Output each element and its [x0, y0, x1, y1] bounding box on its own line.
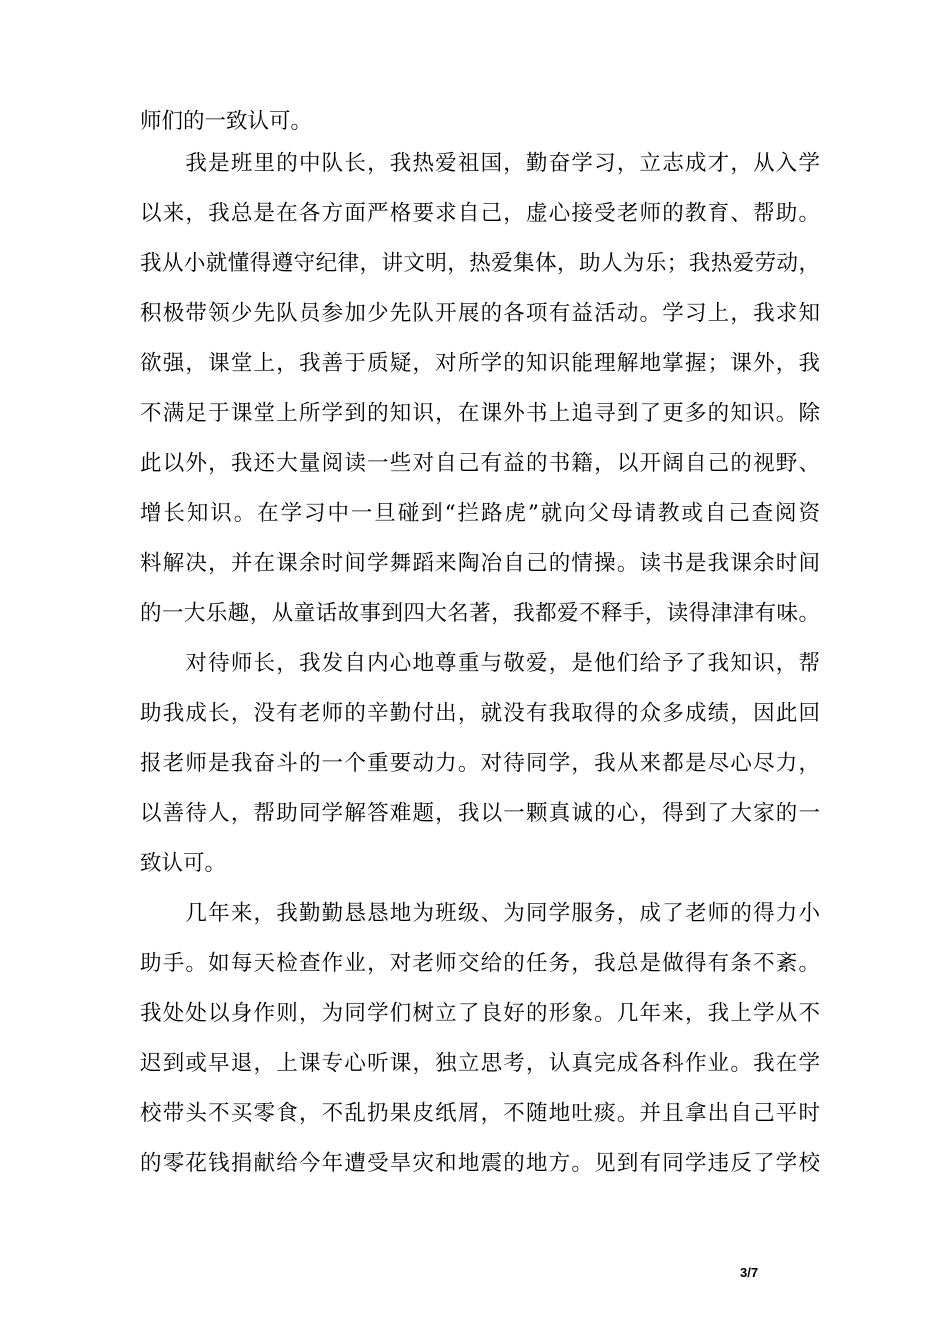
text-line: 师们的一致认可。: [140, 109, 313, 134]
text-line: 的零花钱捐献给今年遭受旱灾和地震的地方。见到有同学违反了学校: [140, 1151, 820, 1176]
text-line: 增长知识。在学习中一旦碰到“拦路虎”就向父母请教或自己查阅资: [140, 501, 820, 526]
text-line: 不满足于课堂上所学到的知识，在课外书上追寻到了更多的知识。除: [140, 401, 820, 426]
text-line: 我是班里的中队长，我热爱祖国，勤奋学习，立志成才，从入学: [140, 151, 820, 176]
text-line: 积极带领少先队员参加少先队开展的各项有益活动。学习上，我求知: [140, 301, 820, 326]
text-line: 以来，我总是在各方面严格要求自己，虚心接受老师的教育、帮助。: [140, 201, 820, 226]
text-line: 的一大乐趣，从童话故事到四大名著，我都爱不释手，读得津津有味。: [140, 601, 820, 626]
text-line: 助我成长，没有老师的辛勤付出，就没有我取得的众多成绩，因此回: [140, 701, 820, 726]
page-number: 3/7: [740, 1265, 759, 1280]
text-line: 对待师长，我发自内心地尊重与敬爱，是他们给予了我知识，帮: [140, 651, 820, 676]
text-line: 料解决，并在课余时间学舞蹈来陶冶自己的情操。读书是我课余时间: [140, 551, 820, 576]
text-line: 致认可。: [140, 851, 227, 876]
text-line: 报老师是我奋斗的一个重要动力。对待同学，我从来都是尽心尽力，: [140, 751, 820, 776]
text-line: 我处处以身作则，为同学们树立了良好的形象。几年来，我上学从不: [140, 1001, 820, 1026]
text-line: 以善待人，帮助同学解答难题，我以一颗真诚的心，得到了大家的一: [140, 801, 820, 826]
text-line: 此以外，我还大量阅读一些对自己有益的书籍，以开阔自己的视野、: [140, 451, 820, 476]
text-line: 迟到或早退，上课专心听课，独立思考，认真完成各科作业。我在学: [140, 1051, 820, 1076]
text-line: 几年来，我勤勤恳恳地为班级、为同学服务，成了老师的得力小: [140, 901, 820, 926]
text-line: 助手。如每天检查作业，对老师交给的任务，我总是做得有条不紊。: [140, 951, 820, 976]
text-line: 校带头不买零食，不乱扔果皮纸屑，不随地吐痰。并且拿出自己平时: [140, 1101, 820, 1126]
text-line: 欲强，课堂上，我善于质疑，对所学的知识能理解地掌握；课外，我: [140, 351, 820, 376]
text-line: 我从小就懂得遵守纪律，讲文明，热爱集体，助人为乐；我热爱劳动，: [140, 251, 820, 276]
